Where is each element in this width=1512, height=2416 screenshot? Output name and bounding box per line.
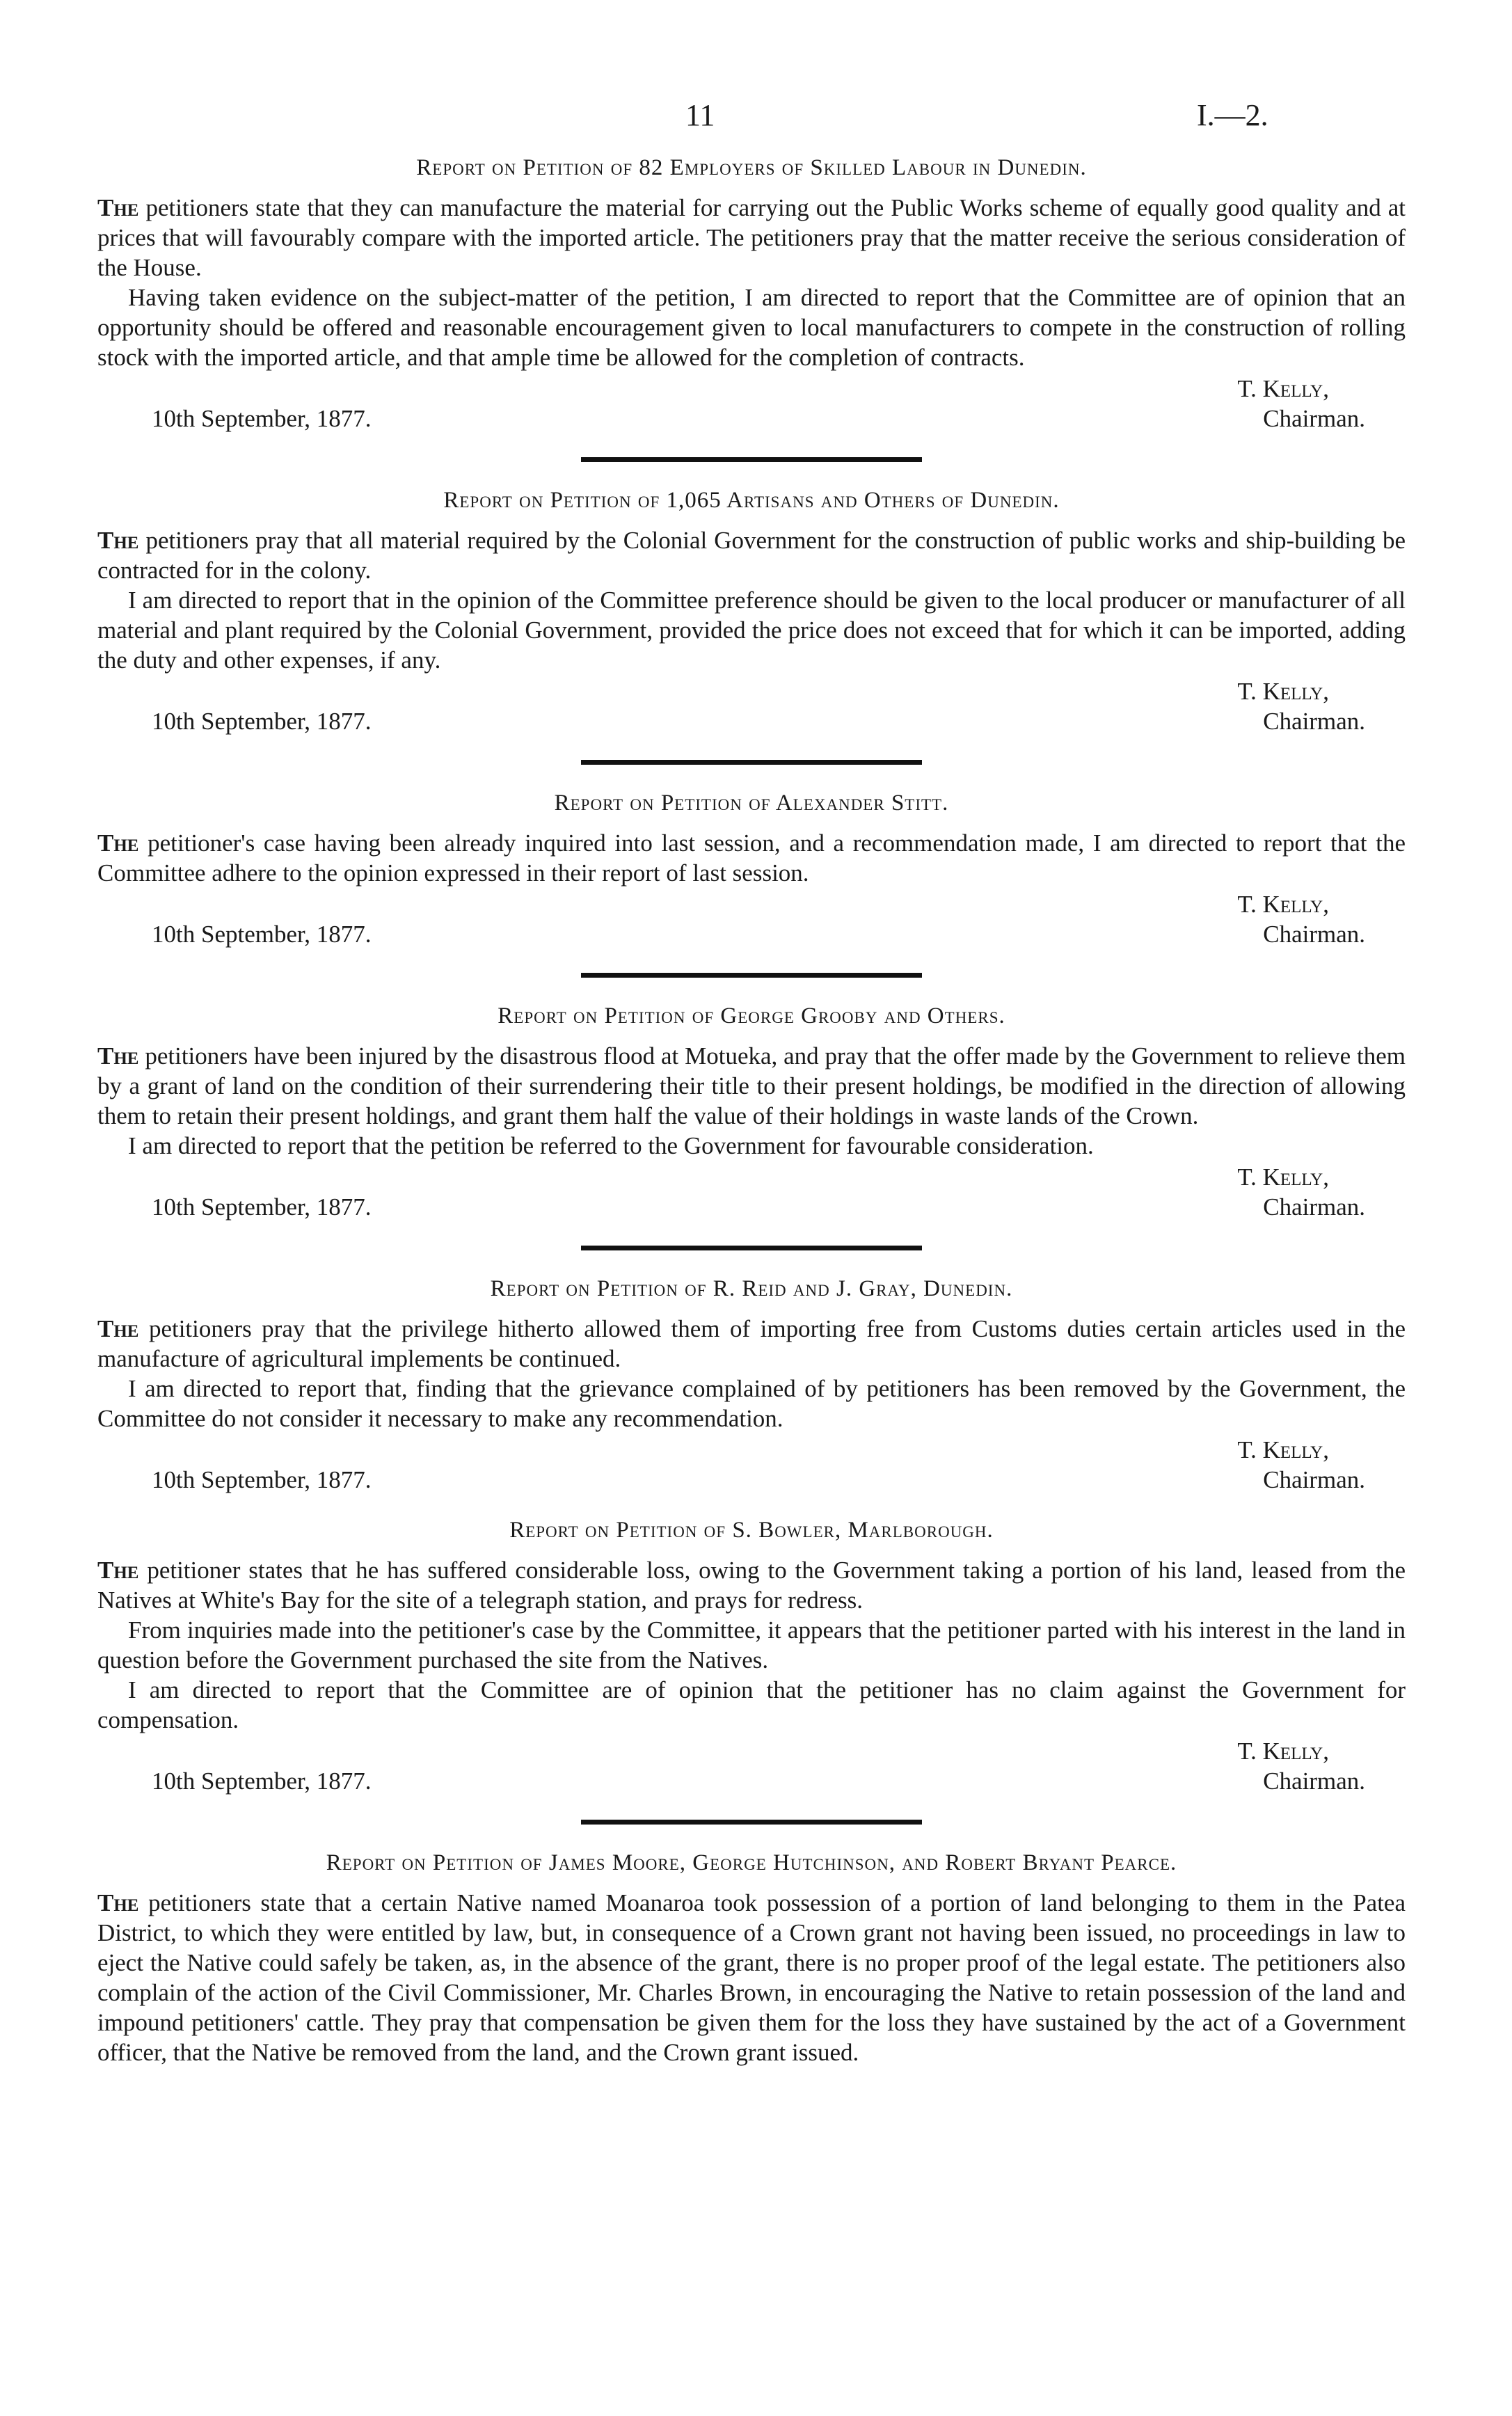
report-date: 10th September, 1877. xyxy=(152,1466,372,1493)
signature-block xyxy=(97,889,1406,949)
lead-word: The xyxy=(97,1042,139,1070)
report-paragraph: I am directed to report that the petition be referred to the Government for favourable consideration. xyxy=(128,1132,1094,1159)
report-paragraph xyxy=(97,193,1406,283)
report-paragraph: From inquiries made into the petitioner's case by the Committee, it appears that the petitioner parted with his interest in the land in question before the Government purchased the site from the Natives. xyxy=(97,1616,1406,1674)
report-s-bowler xyxy=(97,1516,1406,1796)
signer-name: T. Kelly, xyxy=(1237,375,1329,402)
signer-role: Chairman. xyxy=(1263,1767,1365,1795)
signer-role: Chairman. xyxy=(1263,708,1365,735)
signer-name: T. Kelly, xyxy=(1237,678,1329,705)
report-paragraph: Having taken evidence on the subject-matter of the petition, I am directed to report that the Committee are of opinion that an opportunity should be offered and reasonable encouragement given to local manufacturers to compete in the construction of rolling stock with the imported article, and that ample time be allowed for the completion of contracts. xyxy=(97,284,1406,371)
section-divider xyxy=(581,457,922,462)
lead-word: The xyxy=(97,1557,139,1584)
section-divider xyxy=(581,760,922,765)
report-skilled-labour xyxy=(97,153,1406,434)
report-paragraph xyxy=(97,525,1406,585)
paragraph-text: petitioner states that he has suffered considerable loss, owing to the Government taking a portion of his land, leased from the Natives at White's Bay for the site of a telegraph station, and prays for redress. xyxy=(97,1557,1406,1614)
report-artisans xyxy=(97,486,1406,736)
paragraph-text: petitioners state that a certain Native named Moanaroa took possession of a portion of land belonging to them in the Patea District, to which they were entitled by law, but, in consequence of a Crown grant not having been issued, no proceedings in law to eject the Native could safely be taken, as, in the absence of the grant, there is no proper proof of the legal estate. The petitioners also complain of the action of the Civil Commissioner, Mr. Charles Brown, in encouraging the Native to retain possession of the land and impound petitioners' cattle. They pray that compensation be given them for the loss they have sustained by the act of a Government officer, that the Native be removed from the land, and the Crown grant issued. xyxy=(97,1889,1406,2066)
section-divider xyxy=(581,1820,922,1825)
paragraph-text: petitioners pray that all material required by the Colonial Government for the construction of public works and ship-building be contracted for in the colony. xyxy=(97,527,1406,584)
report-date: 10th September, 1877. xyxy=(152,1767,372,1795)
report-george-grooby xyxy=(97,1001,1406,1222)
lead-word: The xyxy=(97,527,139,554)
report-date: 10th September, 1877. xyxy=(152,708,372,735)
report-paragraph xyxy=(97,1041,1406,1131)
signer-role: Chairman. xyxy=(1263,1466,1365,1493)
report-reid-gray xyxy=(97,1274,1406,1495)
report-paragraph xyxy=(97,1314,1406,1374)
report-title: Report on Petition of S. Bowler, Marlborough. xyxy=(509,1518,994,1543)
report-title: Report on Petition of George Grooby and Others. xyxy=(498,1003,1005,1028)
reports-column xyxy=(97,153,1406,2067)
report-title: Report on Petition of Alexander Stitt. xyxy=(554,790,949,816)
signer-name: T. Kelly, xyxy=(1237,1738,1329,1765)
report-moore-hutchinson-pearce xyxy=(97,1848,1406,2067)
report-alexander-stitt xyxy=(97,788,1406,949)
report-title: Report on Petition of James Moore, George Hutchinson, and Robert Bryant Pearce. xyxy=(326,1850,1177,1875)
lead-word: The xyxy=(97,194,139,221)
paragraph-text: petitioners state that they can manufacture the material for carrying out the Public Works scheme of equally good quality and at prices that will favourably compare with the imported article. The petitioners pray that the matter receive the serious consideration of the House. xyxy=(97,194,1406,281)
report-paragraph: I am directed to report that in the opinion of the Committee preference should be given to the local producer or manufacturer of all material and plant required by the Colonial Government, provided the price does not exceed that for which it can be imported, adding the duty and other expenses, if any. xyxy=(97,587,1406,674)
signer-name: T. Kelly, xyxy=(1237,1436,1329,1463)
page-number: 11 xyxy=(685,98,715,132)
signer-role: Chairman. xyxy=(1263,405,1365,432)
signer-role: Chairman. xyxy=(1263,921,1365,948)
report-paragraph: I am directed to report that the Committee are of opinion that the petitioner has no claim against the Government for compensation. xyxy=(97,1676,1406,1733)
paragraph-text: petitioner's case having been already inquired into last session, and a recommendation made, I am directed to report that the Committee adhere to the opinion expressed in their report of last session. xyxy=(97,829,1406,887)
report-date: 10th September, 1877. xyxy=(152,405,372,432)
signature-block xyxy=(97,1162,1406,1222)
report-paragraph xyxy=(97,1555,1406,1615)
section-gap xyxy=(97,1495,1406,1516)
report-paragraph xyxy=(97,1888,1406,2067)
report-title: Report on Petition of R. Reid and J. Gray, Dunedin. xyxy=(490,1276,1013,1301)
report-paragraph: I am directed to report that, finding that the grievance complained of by petitioners has been removed by the Government, the Committee do not consider it necessary to make any recommendation. xyxy=(97,1375,1406,1432)
paragraph-text: petitioners pray that the privilege hitherto allowed them of importing free from Customs duties certain articles used in the manufacture of agricultural implements be continued. xyxy=(97,1315,1406,1372)
section-divider xyxy=(581,1246,922,1250)
report-date: 10th September, 1877. xyxy=(152,921,372,948)
paragraph-text: petitioners have been injured by the disastrous flood at Motueka, and pray that the offer made by the Government to relieve them by a grant of land on the condition of their surrendering their title to their present holdings, be modified in the direction of allowing them to retain their present holdings, and grant them half the value of their holdings in waste lands of the Crown. xyxy=(97,1042,1406,1129)
lead-word: The xyxy=(97,1889,139,1916)
report-title: Report on Petition of 82 Employers of Skilled Labour in Dunedin. xyxy=(416,155,1087,180)
signature-block xyxy=(97,1736,1406,1796)
lead-word: The xyxy=(97,1315,139,1342)
document-reference: I.—2. xyxy=(1197,98,1268,132)
signer-name: T. Kelly, xyxy=(1237,1163,1329,1191)
section-divider xyxy=(581,973,922,978)
report-date: 10th September, 1877. xyxy=(152,1193,372,1221)
signer-role: Chairman. xyxy=(1263,1193,1365,1221)
signature-block xyxy=(97,1435,1406,1495)
signature-block xyxy=(97,676,1406,736)
lead-word: The xyxy=(97,829,139,857)
signature-block xyxy=(97,374,1406,434)
report-title: Report on Petition of 1,065 Artisans and Others of Dunedin. xyxy=(443,488,1060,513)
report-paragraph xyxy=(97,828,1406,888)
signer-name: T. Kelly, xyxy=(1237,891,1329,918)
